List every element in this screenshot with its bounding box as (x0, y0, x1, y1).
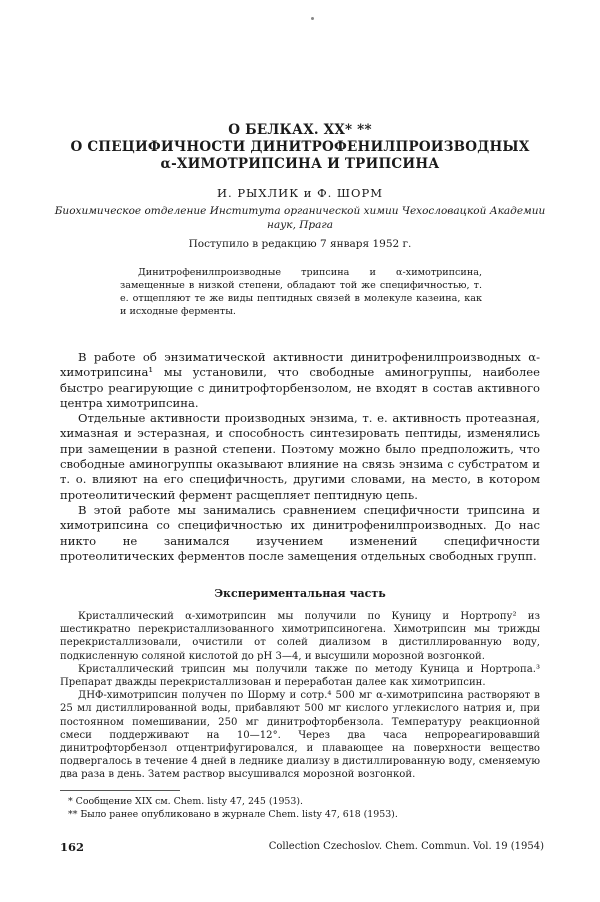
intro-paragraph-2: Отдельные активности производных энзима, т. е. активность протеазная, химазная и эстеразная, и способность синтезировать пептиды, изменялись при замещении в разной степени. Поэтому можно было предположить, что свободные аминогруппы оказывают влияние на связь энзима с субстратом и т. о. влияют на его специфичность, другими словами, на место, в котором протеолитический фермент расщепляет пептидную цепь. (60, 411, 540, 502)
page-number: 162 (60, 840, 85, 854)
received-date: Поступило в редакцию 7 января 1952 г. (188, 238, 412, 250)
footnote-rule (60, 790, 180, 791)
article-title-line-3: α-ХИМОТРИПСИНА И ТРИПСИНА (160, 156, 440, 172)
experimental-paragraph-3: ДНФ-химотрипсин получен по Шорму и сотр.⁴ 500 мг α-химотрипсина растворяют в 25 мл дистиллированной воды, прибавляют 500 мг кислого углекислого натрия и, при постоянном помешивании, 250 мг динитрофторбензола. Температуру реакционной смеси поддерживают на 10—12°. Через два часа непрореагировавший динитрофторбензол отцентрифугировался, и плавающее на поверхности вещество подвергалось в течение 4 дней в леднике диализу в дистиллированную воду, сменяемую два раза в день. Затем раствор высушивался морозной возгонкой. (60, 690, 540, 781)
section-heading: Экспериментальная часть (214, 587, 386, 600)
footnotes (60, 795, 540, 821)
introduction (60, 350, 540, 564)
experimental-paragraph-1: Кристаллический α-химотрипсин мы получили по Куницу и Нортропу² из шестикратно перекристаллизованного химотрипсиногена. Химотрипсин мы трижды перекристаллизовали, очистили от солей диализом в дистиллированную воду, подкисленную соляной кислотой до pH 3—4, и высушили морозной возгонкой. (60, 611, 540, 662)
authors: И. РЫХЛИК и Ф. ШОРМ (216, 186, 383, 200)
abstract: Динитрофенилпроизводные трипсина и α-химотрипсина, замещенные в низкой степени, обладают той же специфичностью, т. е. отщепляют те же виды пептидных связей в молекуле казеина, как и исходные ферменты. (120, 267, 482, 317)
journal-citation: Collection Czechoslov. Chem. Commun. Vol. 19 (1954) (268, 841, 544, 852)
experimental-section (60, 610, 540, 782)
footnote-1: * Сообщение XIX см. Chem. listy 47, 245 (1953). (68, 796, 303, 807)
article-title-line-1: О БЕЛКАХ. XX* ** (228, 122, 372, 138)
intro-paragraph-1: В работе об энзиматической активности динитрофенилпроизводных α-химотрипсина¹ мы установили, что свободные аминогруппы, наиболее быстро реагирующие с динитрофторбензолом, не входят в состав активного центра химотрипсина. (60, 350, 540, 410)
article-title-line-2: О СПЕЦИФИЧНОСТИ ДИНИТРОФЕНИЛПРОИЗВОДНЫХ (70, 139, 530, 155)
intro-paragraph-3: В этой работе мы занимались сравнением специфичности трипсина и химотрипсина со специфичностью их динитрофенилпроизводных. До нас никто не занимался изучением изменений специфичности протеолитических ферментов после замещения отдельных свободных групп. (60, 502, 540, 563)
scan-speck (311, 17, 314, 20)
footnote-2: ** Было ранее опубликовано в журнале Chem. listy 47, 618 (1953). (68, 809, 398, 820)
affiliation: Биохимическое отделение Института органической химии Чехословацкой Академии наук, Прага (54, 205, 546, 231)
experimental-paragraph-2: Кристаллический трипсин мы получили также по методу Куница и Нортропа.³ Препарат дважды перекристаллизован и переработан далее как химотрипсин. (60, 663, 540, 689)
